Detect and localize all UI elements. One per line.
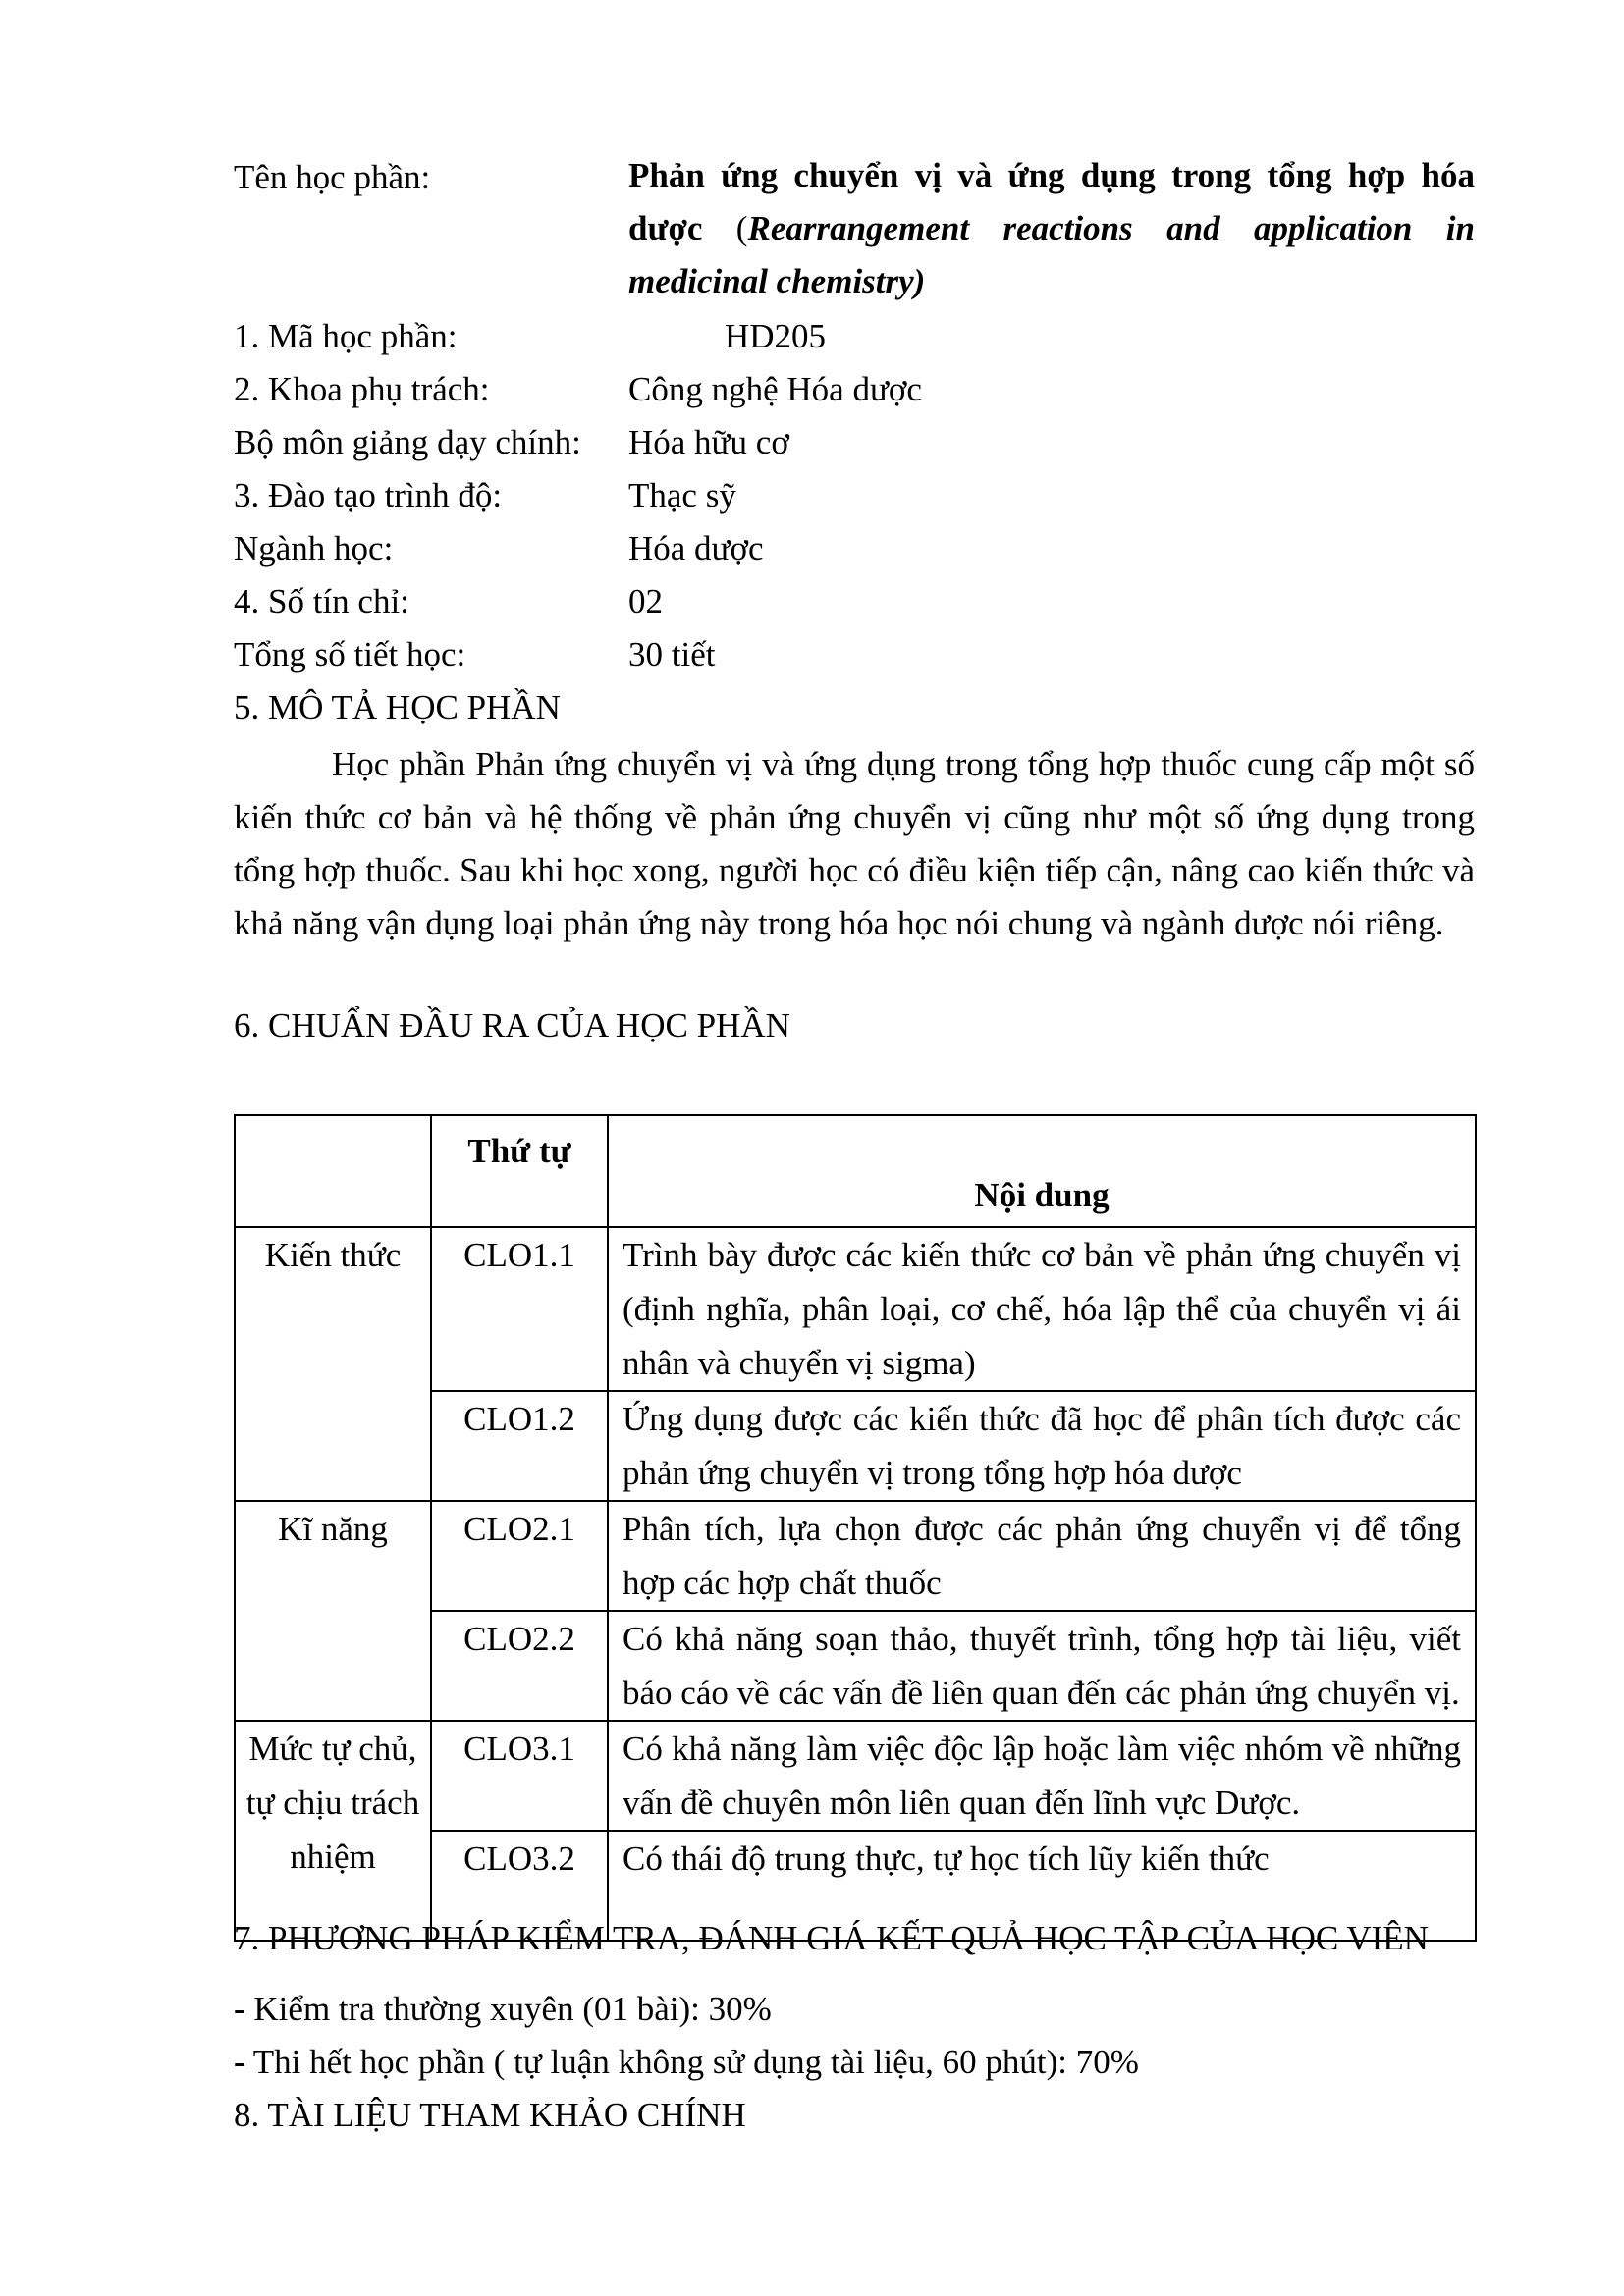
course-title-paren: (	[702, 209, 748, 247]
faculty-value: Công nghệ Hóa dược	[628, 370, 922, 408]
course-title-vi: Phản ứng chuyển vị và ứng dụng trong tổng hợp hóa dược	[628, 156, 1475, 247]
category-cell: Kĩ năng	[235, 1501, 431, 1721]
clo-content-cell: Phân tích, lựa chọn được các phản ứng chuyển vị để tổng hợp các hợp chất thuốc	[608, 1501, 1476, 1611]
periods-label: Tổng số tiết học:	[234, 635, 466, 673]
category-cell: Mức tự chủ, tự chịu trách nhiệm	[235, 1721, 431, 1941]
clo-code-cell: CLO3.2	[431, 1831, 608, 1941]
course-title-en: Rearrangement reactions and application in medicinal chemistry)	[628, 209, 1475, 300]
assessment-text: Thi hết học phần ( tự luận không sử dụng tài liệu, 60 phút): 70%	[244, 2043, 1139, 2081]
bullet-dash: -	[234, 1990, 245, 2028]
department-value: Hóa hữu cơ	[628, 423, 789, 461]
table-row	[235, 1501, 1476, 1611]
clo-content-cell: Trình bày được các kiến thức cơ bản về phản ứng chuyển vị (định nghĩa, phân loại, cơ chế, hóa lập thể của chuyển vị ái nhân và chuyển vị sigma)	[608, 1227, 1476, 1391]
clo-code-cell: CLO2.1	[431, 1501, 608, 1611]
clo-content-cell: Ứng dụng được các kiến thức đã học để phân tích được các phản ứng chuyển vị trong tổng hợp hóa dược	[608, 1391, 1476, 1501]
clo-code-cell: CLO1.2	[431, 1391, 608, 1501]
credits-label: 4. Số tín chỉ:	[234, 582, 409, 620]
section8-heading: 8. TÀI LIỆU THAM KHẢO CHÍNH	[234, 2096, 746, 2134]
clo-code-cell: CLO3.1	[431, 1721, 608, 1831]
periods-value: 30 tiết	[628, 635, 716, 673]
header-order: Thứ tự	[431, 1115, 608, 1227]
major-value: Hóa dược	[628, 529, 764, 567]
clo-content-cell: Có thái độ trung thực, tự học tích lũy kiến thức	[608, 1831, 1476, 1941]
clo-content-cell: Có khả năng làm việc độc lập hoặc làm việc nhóm về những vấn đề chuyên môn liên quan đến lĩnh vực Dược.	[608, 1721, 1476, 1831]
clo-table-header	[235, 1115, 1476, 1227]
section6-heading: 6. CHUẨN ĐẦU RA CỦA HỌC PHẦN	[234, 1006, 790, 1044]
course-name-label: Tên học phần:	[234, 158, 431, 196]
credits-value: 02	[628, 582, 663, 620]
clo-code-cell: CLO2.2	[431, 1611, 608, 1721]
section5-description: Học phần Phản ứng chuyển vị và ứng dụng trong tổng hợp thuốc cung cấp một số kiến thức cơ bản và hệ thống về phản ứng chuyển vị cũng như một số ứng dụng trong tổng hợp thuốc. Sau khi học xong, người học có điều kiện tiếp cận, nâng cao kiến thức và khả năng vận dụng loại phản ứng này trong hóa học nói chung và ngành dược nói riêng.	[234, 745, 1475, 942]
clo-code-cell: CLO1.1	[431, 1227, 608, 1391]
section5-heading: 5. MÔ TẢ HỌC PHẦN	[234, 688, 561, 726]
course-code-label: 1. Mã học phần:	[234, 317, 458, 355]
section7-heading: 7. PHƯƠNG PHÁP KIỂM TRA, ĐÁNH GIÁ KẾT QUẢ HỌC TẬP CỦA HỌC VIÊN	[234, 1919, 1429, 1957]
table-row	[235, 1227, 1476, 1391]
header-content: Nội dung	[608, 1115, 1476, 1227]
assessment-item	[234, 1985, 772, 2034]
category-cell: Kiến thức	[235, 1227, 431, 1501]
header-empty-cell	[235, 1115, 431, 1227]
level-value: Thạc sỹ	[628, 476, 736, 514]
course-code-value: HD205	[725, 317, 827, 355]
course-title	[628, 149, 1475, 308]
clo-table	[234, 1114, 1477, 1942]
faculty-label: 2. Khoa phụ trách:	[234, 370, 490, 408]
clo-content-cell: Có khả năng soạn thảo, thuyết trình, tổng hợp tài liệu, viết báo cáo về các vấn đề liên quan đến các phản ứng chuyển vị.	[608, 1611, 1476, 1721]
assessment-item	[234, 2038, 1139, 2087]
assessment-text: Kiểm tra thường xuyên (01 bài): 30%	[244, 1990, 772, 2028]
table-row	[235, 1721, 1476, 1831]
department-label: Bộ môn giảng dạy chính:	[234, 423, 581, 461]
level-label: 3. Đào tạo trình độ:	[234, 476, 503, 514]
major-label: Ngành học:	[234, 529, 394, 567]
bullet-dash: -	[234, 2043, 245, 2081]
